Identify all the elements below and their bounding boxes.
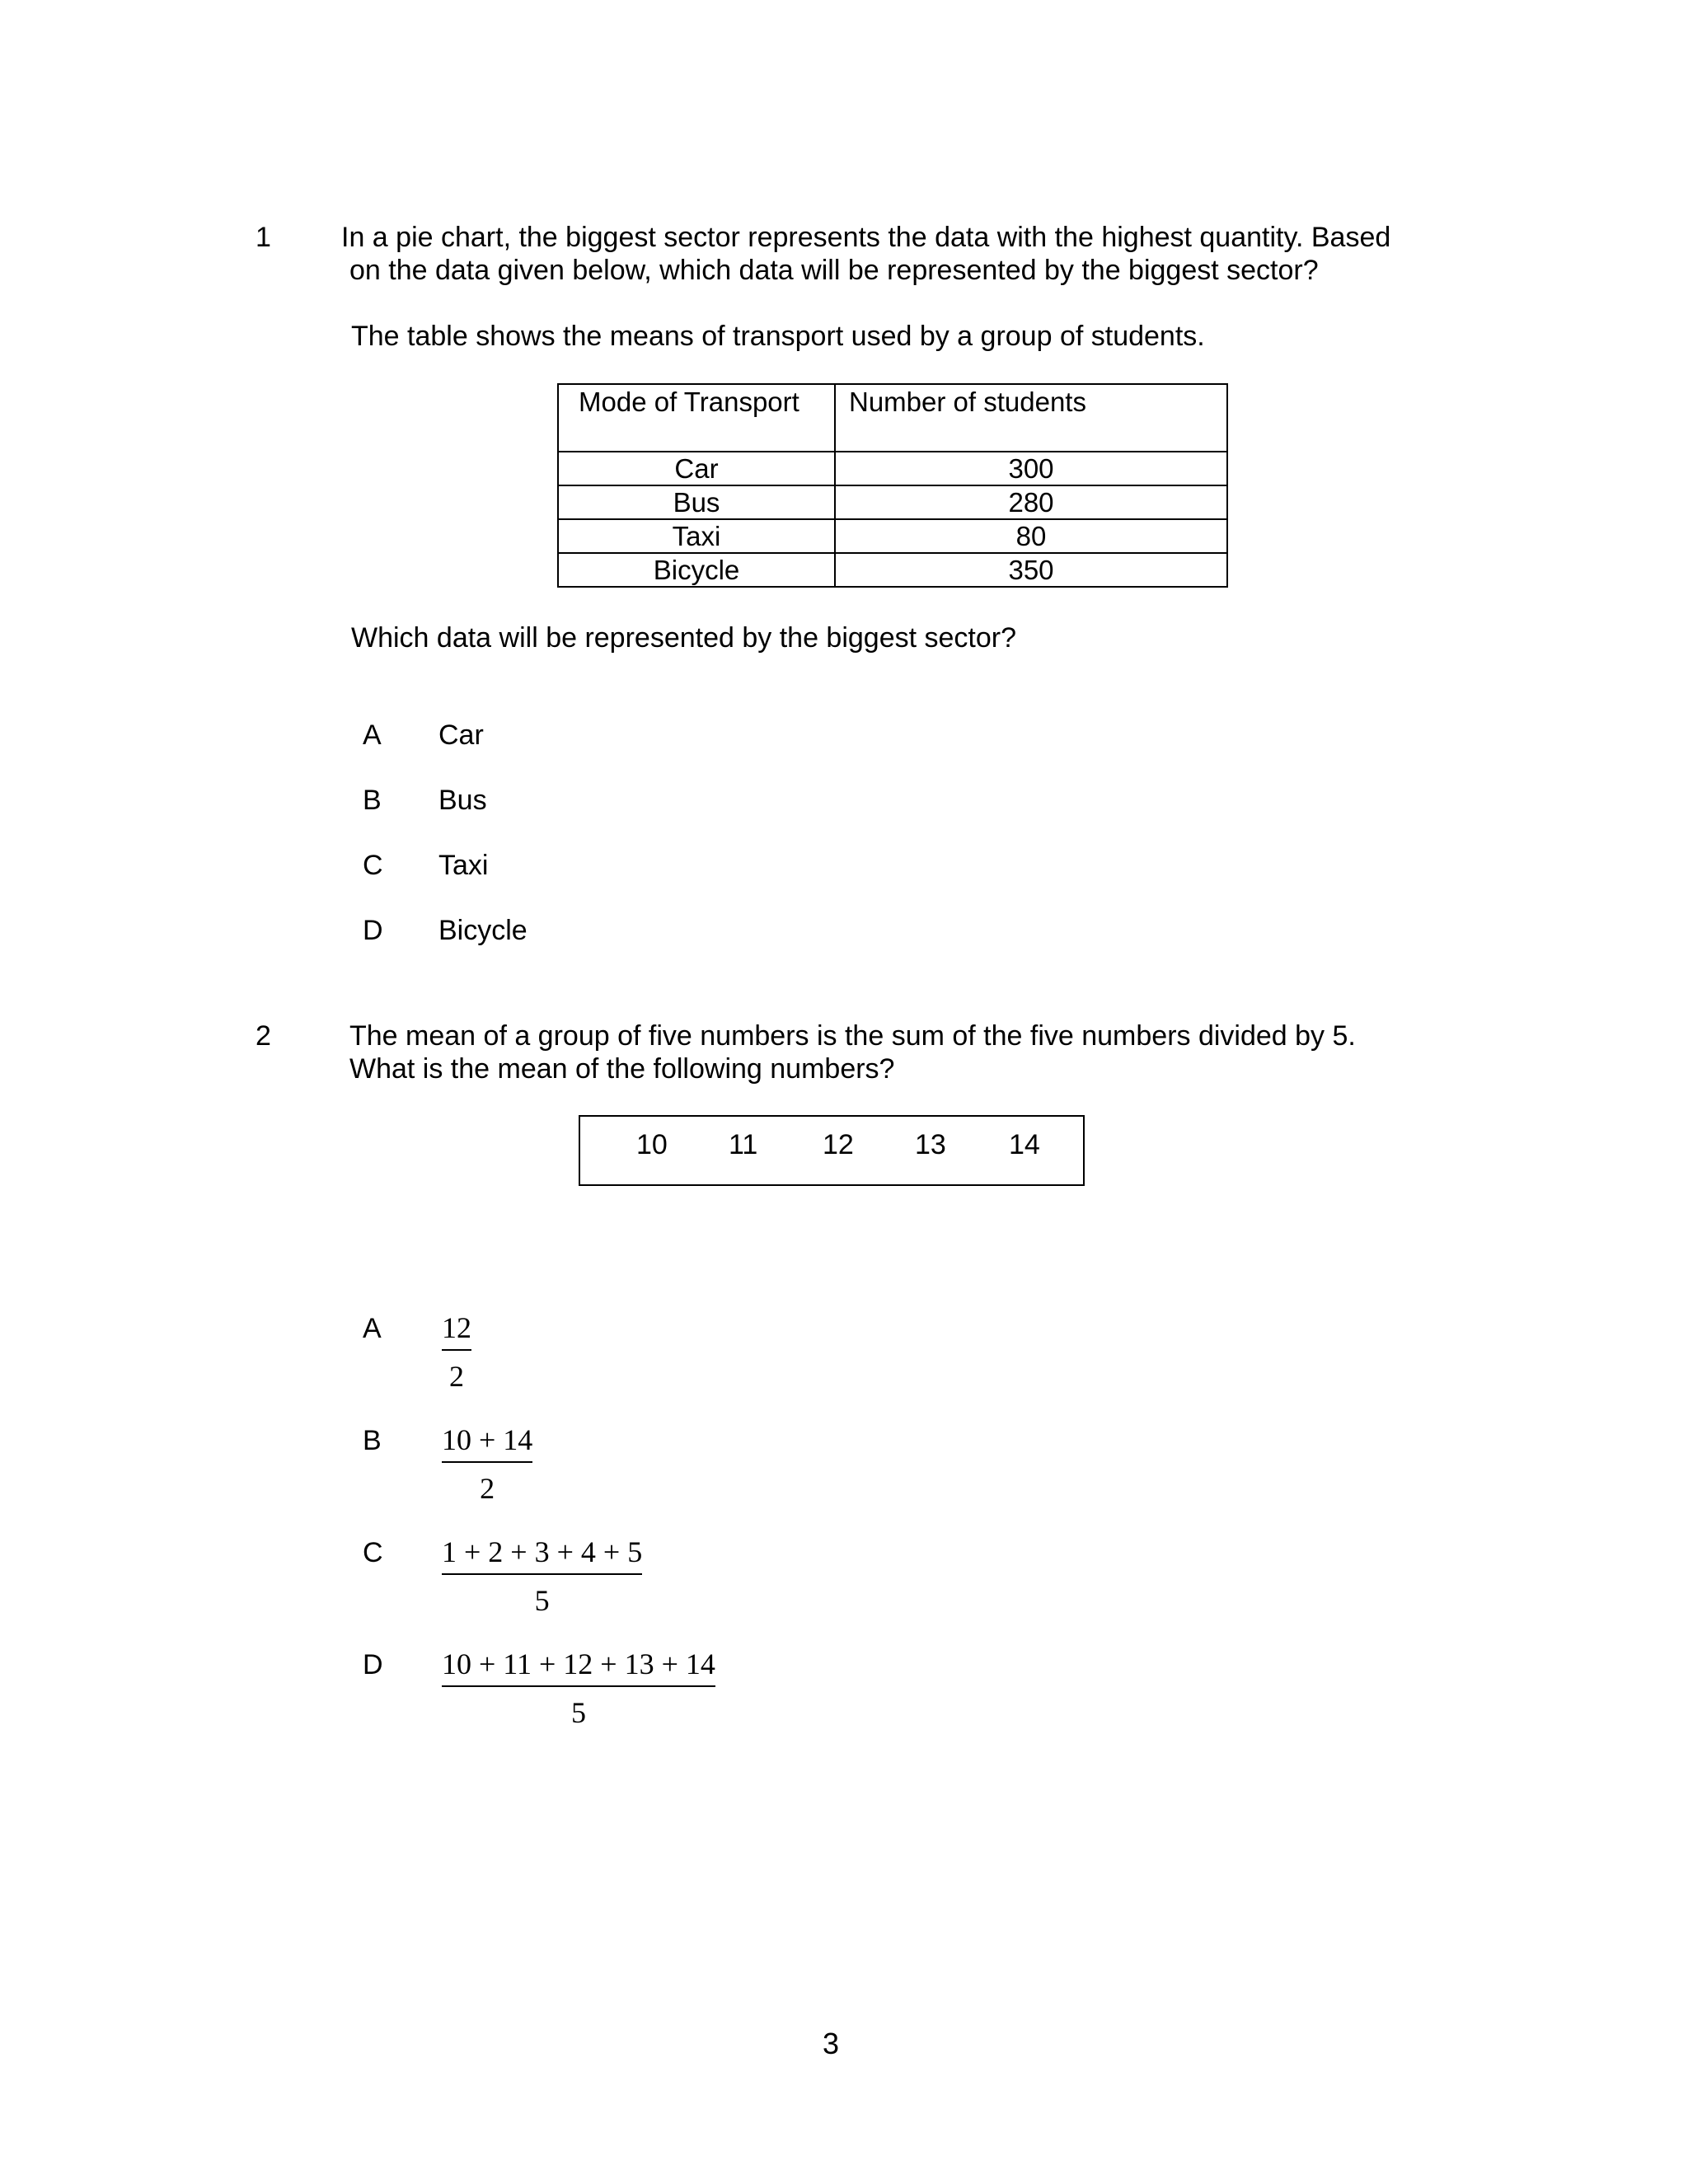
option-letter-d: D [363, 915, 383, 946]
table-row [558, 452, 1227, 485]
table-cell-count: 350 [835, 553, 1227, 587]
number-value: 13 [915, 1129, 946, 1160]
transport-table [557, 383, 1228, 588]
number-value: 10 [636, 1129, 668, 1160]
table-cell-mode: Taxi [558, 519, 835, 553]
option-a-text[interactable]: Car [438, 719, 484, 751]
fraction-numerator: 12 [442, 1310, 471, 1351]
option-d-text[interactable]: Bicycle [438, 915, 528, 946]
question-1-prompt-line-2: on the data given below, which data will be represented by the biggest sector? [349, 255, 1319, 286]
option-letter-d: D [363, 1649, 383, 1680]
option-d-fraction[interactable] [442, 1647, 715, 1731]
fraction-denominator: 2 [480, 1472, 495, 1506]
option-b-fraction[interactable] [442, 1422, 532, 1507]
question-1-number: 1 [256, 222, 271, 253]
table-intro: The table shows the means of transport used by a group of students. [351, 321, 1205, 352]
table-cell-mode: Bus [558, 485, 835, 519]
option-letter-a: A [363, 719, 382, 751]
page-number: 3 [823, 2027, 840, 2060]
table-cell-count: 80 [835, 519, 1227, 553]
option-letter-c: C [363, 850, 383, 881]
number-value: 12 [823, 1129, 854, 1160]
fraction-numerator: 1 + 2 + 3 + 4 + 5 [442, 1535, 642, 1575]
option-letter-c: C [363, 1537, 383, 1568]
table-row [558, 485, 1227, 519]
table-cell-count: 300 [835, 452, 1227, 485]
table-row [558, 519, 1227, 553]
question-2-prompt-line-2: What is the mean of the following numbers? [349, 1053, 895, 1085]
option-a-fraction[interactable] [442, 1310, 471, 1394]
table-cell-mode: Car [558, 452, 835, 485]
option-c-text[interactable]: Taxi [438, 850, 489, 881]
option-letter-b: B [363, 1425, 382, 1456]
fraction-numerator: 10 + 11 + 12 + 13 + 14 [442, 1647, 715, 1687]
fraction-denominator: 2 [449, 1360, 464, 1394]
table-header-count: Number of students [835, 384, 1227, 452]
question-1-question: Which data will be represented by the biggest sector? [351, 622, 1017, 654]
fraction-denominator: 5 [534, 1584, 550, 1618]
question-2-prompt-line-1: The mean of a group of five numbers is the sum of the five numbers divided by 5. [349, 1020, 1356, 1052]
numbers-box [579, 1115, 1085, 1186]
option-letter-b: B [363, 785, 382, 816]
number-value: 14 [1009, 1129, 1040, 1160]
option-letter-a: A [363, 1313, 382, 1344]
number-value: 11 [729, 1129, 758, 1160]
question-1-prompt-line-1: In a pie chart, the biggest sector represents the data with the highest quantity. Based [341, 222, 1391, 253]
fraction-denominator: 5 [570, 1696, 586, 1730]
table-row [558, 553, 1227, 587]
table-header-mode: Mode of Transport [558, 384, 835, 452]
table-header-row [558, 384, 1227, 452]
table-cell-count: 280 [835, 485, 1227, 519]
option-b-text[interactable]: Bus [438, 785, 487, 816]
table-cell-mode: Bicycle [558, 553, 835, 587]
option-c-fraction[interactable] [442, 1535, 642, 1619]
fraction-numerator: 10 + 14 [442, 1422, 532, 1463]
question-2-number: 2 [256, 1020, 271, 1052]
